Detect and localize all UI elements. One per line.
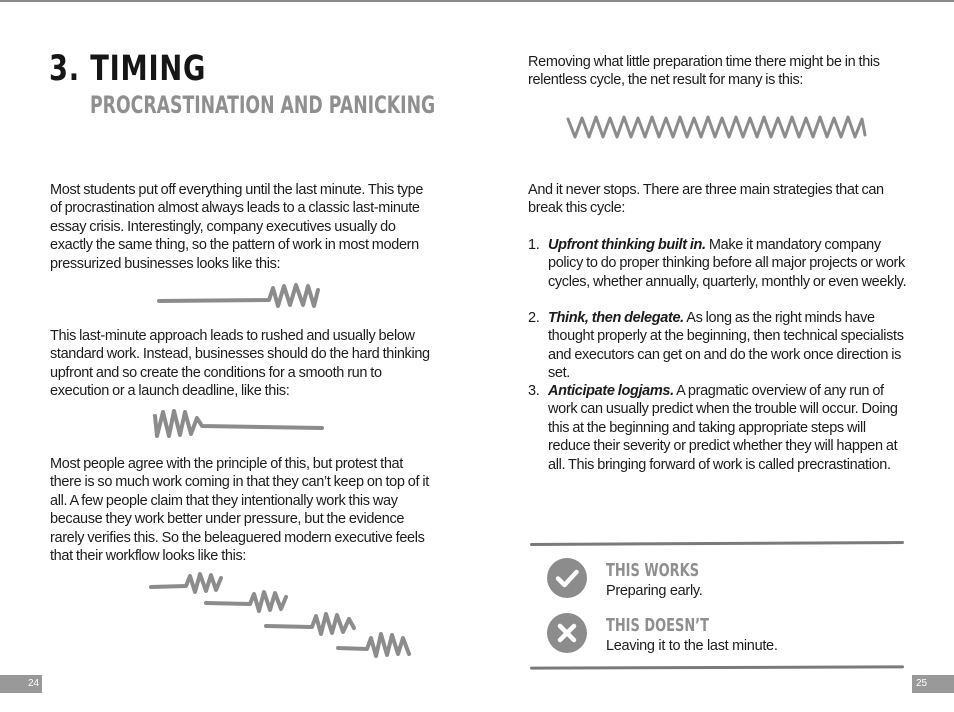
chapter-title: 3. TIMING (49, 49, 207, 89)
box-bottom-rule (530, 665, 904, 669)
page-number-right: 25 (912, 675, 954, 693)
left-paragraph-3: Most people agree with the principle of this, but protest that there is so much work coming in that they can’t keep on top of it all. A few people claim that they intentionally work this way because they work better under pressure, but the evidence rarely verifies this. So the beleaguered modern executive feels that their workflow looks like this: (50, 456, 429, 565)
chapter-subtitle: PROCRASTINATION AND PANICKING (90, 91, 436, 119)
strategy-text: A pragmatic overview of any run of work can usually predict when the trouble will occur. Doing this at the beginning and taking appropriate steps will reduce their severity or predict whether they will happen at all. This bringing forward of work is called precrastination. (548, 383, 898, 473)
check-icon (547, 558, 587, 598)
last-minute-squiggle-graphic (157, 280, 322, 312)
this-works-text: Preparing early. (606, 583, 703, 599)
left-paragraph-1: Most students put off everything until the last minute. This type of procrastination almost always leads to a classic last-minute essay crisis. Interestingly, company executives usually do exactly the same thing, so the pattern of work in most modern pressurized businesses looks like this: (50, 182, 424, 272)
cross-icon (547, 613, 587, 653)
this-doesnt-text: Leaving it to the last minute. (606, 638, 778, 654)
strategies-intro-paragraph: And it never stops. There are three main strategies that can break this cycle: (528, 182, 884, 217)
upfront-squiggle-graphic (152, 406, 327, 442)
strategy-title: Anticipate logjams. (548, 383, 674, 399)
this-doesnt-label: THIS DOESN’T (606, 615, 709, 636)
strategy-title: Upfront thinking built in. (548, 237, 706, 253)
strategy-title: Think, then delegate. (548, 310, 684, 326)
staircase-squiggle-graphic (148, 568, 418, 664)
this-works-label: THIS WORKS (606, 560, 700, 581)
box-top-rule (530, 541, 904, 546)
relentless-squiggle-graphic (566, 111, 868, 143)
left-paragraph-2: This last-minute approach leads to rushed and usually below standard work. Instead, businesses should do the hard thinking upfront and so create the conditions for a smooth run to execution or a launch deadline, like this: (50, 328, 430, 400)
strategy-text: Make it mandatory company policy to do proper thinking before all major projects or work cycles, whether annually, quarterly, monthly or even weekly. (548, 237, 907, 290)
page-number-left: 24 (0, 675, 42, 693)
page-top-rule (0, 0, 954, 2)
right-intro-paragraph: Removing what little preparation time there might be in this relentless cycle, the net result for many is this: (528, 54, 880, 89)
strategy-text: As long as the right minds have thought properly at the beginning, then technical specialists and executors can get on and do the work once direction is set. (548, 310, 904, 382)
